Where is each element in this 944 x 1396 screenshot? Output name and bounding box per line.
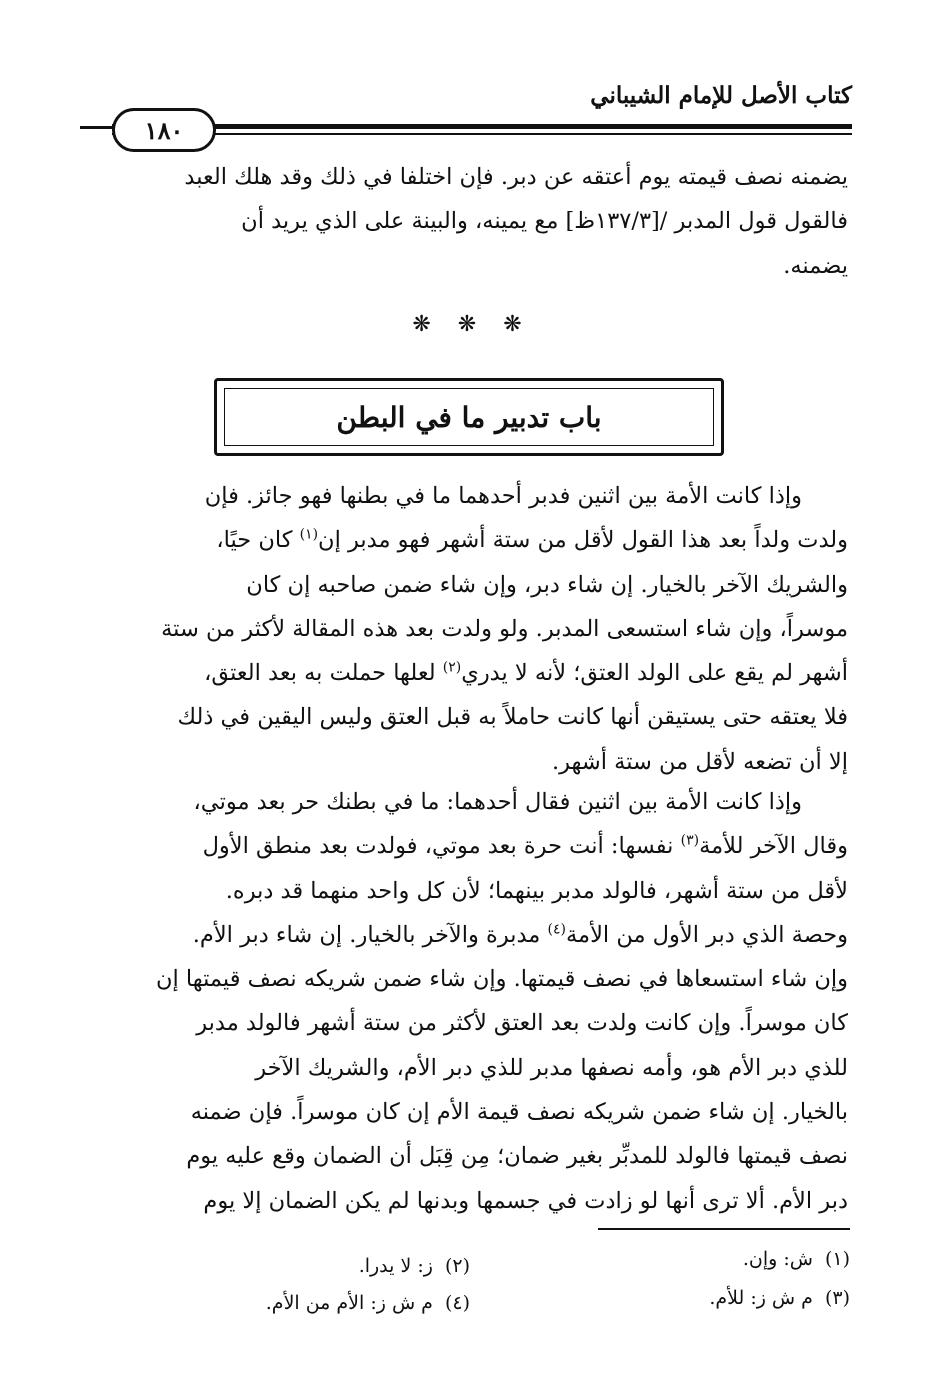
text-line: بالخيار. إن شاء ضمن شريكه نصف قيمة الأم إن كان موسراً. فإن ضمنه — [190, 1099, 848, 1126]
text-line: وإن شاء استسعاها في نصف قيمتها. وإن شاء ضمن شريكه نصف قيمتها إن — [155, 966, 848, 993]
footnote-4: (٤)م ش ز: الأم من الأم. — [265, 1292, 470, 1314]
chapter-title: باب تدبير ما في البطن — [336, 400, 602, 434]
footnote-divider — [598, 1228, 850, 1230]
text-line: وإذا كانت الأمة بين اثنين فقال أحدهما: ما في بطنك حر بعد موتي، — [193, 789, 802, 815]
footnote-3: (٣)م ش ز: للأم. — [709, 1287, 850, 1309]
text-line: يضمنه نصف قيمته يوم أعتقه عن دبر. فإن اختلفا في ذلك وقد هلك العبد — [184, 164, 848, 190]
header-rule-thin — [112, 133, 852, 135]
text-line: دبر الأم. ألا ترى أنها لو زادت في جسمها وبدنها لم يكن الضمان إلا يوم — [203, 1187, 848, 1214]
footnote-2: (٢)ز: لا يدرا. — [358, 1255, 470, 1277]
text-line: موسراً، وإن شاء استسعى المدبر. ولو ولدت بعد هذه المقالة لأكثر من ستة — [161, 615, 848, 642]
footnote-ref: (٤) — [547, 921, 566, 938]
page-number — [112, 108, 216, 152]
page-number-ornament — [80, 126, 114, 129]
text-line: كان موسراً. وإن كانت ولدت بعد العتق لأكثر من ستة أشهر فالولد مدبر — [196, 1010, 848, 1037]
text-line: وإذا كانت الأمة بين اثنين فدبر أحدهما ما في بطنها فهو جائز. فإن — [204, 483, 802, 509]
footnote-ref: (١) — [299, 526, 319, 543]
chapter-heading-frame — [214, 378, 724, 456]
text-line: لأقل من ستة أشهر، فالولد مدبر بينهما؛ لأن كل واحد منهما قد دبره. — [225, 877, 848, 904]
paragraph-1 — [96, 474, 848, 784]
header-rule-thick — [112, 124, 852, 129]
text-line: فالقول قول المدبر /[١٣٧/٣ظ] مع يمينه، والبينة على الذي يريد أن — [241, 208, 848, 235]
text-line: أشهر لم يقع على الولد العتق؛ لأنه لا يدري$^{(٢)}$ لعلها حملت به بعد العتق، — [204, 659, 848, 687]
text-line: يضمنه. — [783, 252, 848, 279]
footnote-ref: (٣) — [680, 832, 700, 849]
text-line: وقال الآخر للأمة$^{(٣)}$ نفسها: أنت حرة بعد موتي، فولدت بعد منطق الأول — [202, 832, 848, 860]
footnote-ref: (٢) — [442, 659, 462, 676]
continuation-paragraph — [96, 155, 848, 288]
text-line: إلا أن تضعه لأقل من ستة أشهر. — [551, 748, 848, 775]
text-line: وحصة الذي دبر الأول من الأمة$^{(٤)}$ مدبرة والآخر بالخيار. إن شاء دبر الأم. — [192, 921, 848, 948]
text-line: والشريك الآخر بالخيار. إن شاء دبر، وإن شاء ضمن صاحبه إن كان — [246, 571, 848, 598]
page-number-text: ١٨٠ — [144, 115, 184, 145]
text-line: للذي دبر الأم هو، وأمه نصفها مدبر للذي دبر الأم، والشريك الآخر — [255, 1054, 848, 1081]
text-line: ولدت ولداً بعد هذا القول لأقل من ستة أشهر فهو مدبر إن$^{(١)}$ كان حيًا، — [216, 526, 848, 554]
text-line: نصف قيمتها فالولد للمدبِّر بغير ضمان؛ مِن قِبَل أن الضمان وقع عليه يوم — [186, 1143, 848, 1170]
chapter-heading-inner-frame — [224, 388, 714, 446]
paragraph-2 — [96, 780, 848, 1223]
footnote-1: (١)ش: وإن. — [742, 1248, 850, 1270]
section-separator-ornament: ❋ ❋ ❋ — [412, 312, 532, 337]
running-header-title: كتاب الأصل للإمام الشيباني — [590, 82, 852, 109]
text-line: فلا يعتقه حتى يستيقن أنها كانت حاملاً به قبل العتق وليس اليقين في ذلك — [177, 704, 848, 731]
